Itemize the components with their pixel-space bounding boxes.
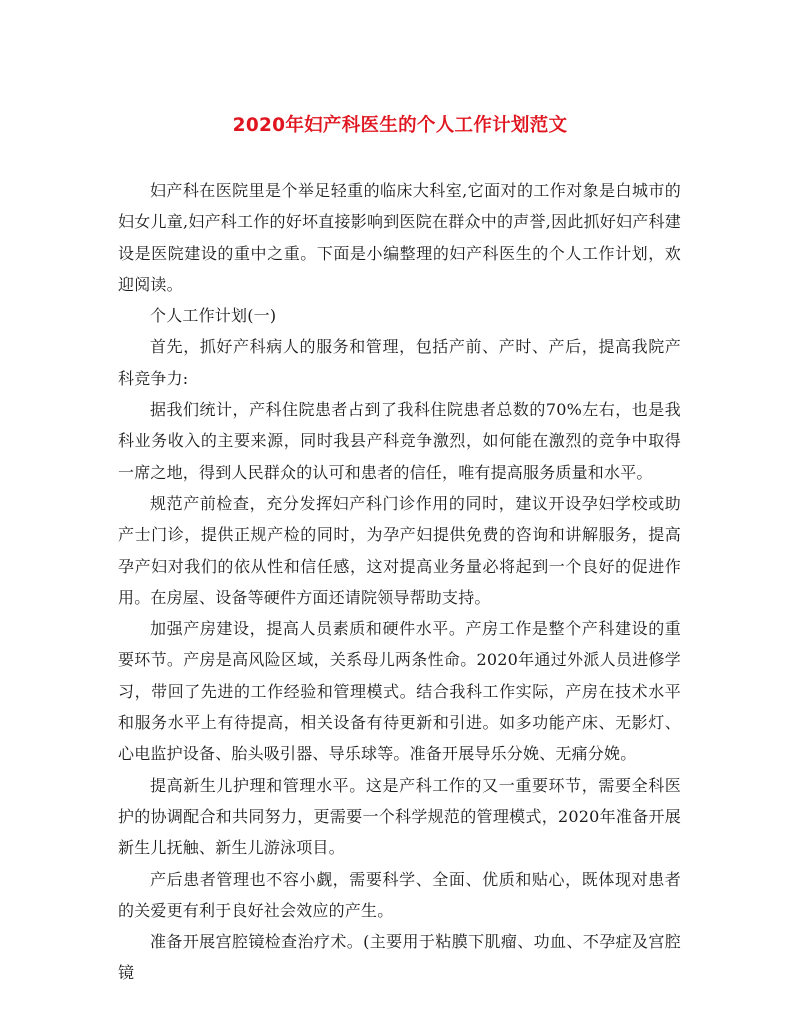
paragraph: 准备开展宫腔镜检查治疗术。(主要用于粘膜下肌瘤、功血、不孕症及宫腔镜 [118, 932, 681, 983]
paragraph: 加强产房建设，提高人员素质和硬件水平。产房工作是整个产科建设的重要环节。产房是高风险区域，关系母儿两条性命。2020年通过外派人员进修学习，带回了先进的工作经验和管理模式。结合我科工作实际，产房在技术水平和服务水平上有待提高，相关设备有待更新和引进。如多功能产床、无影灯、心电监护设备、胎头吸引器、导乐球等。准备开展导乐分娩、无痛分娩。 [118, 619, 681, 764]
paragraph: 规范产前检查，充分发挥妇产科门诊作用的同时，建议开设孕妇学校或助产士门诊，提供正规产检的同时，为孕产妇提供免费的咨询和讲解服务，提高孕产妇对我们的依从性和信任感，这对提高业务量必将起到一个良好的促进作用。在房屋、设备等硬件方面还请院领导帮助支持。 [118, 493, 681, 607]
paragraph: 产后患者管理也不容小觑，需要科学、全面、优质和贴心，既体现对患者的关爱更有利于良好社会效应的产生。 [118, 869, 681, 920]
paragraph: 据我们统计，产科住院患者占到了我科住院患者总数的70%左右，也是我科业务收入的主要来源，同时我县产科竞争激烈，如何能在激烈的竞争中取得一席之地，得到人民群众的认可和患者的信任，唯有提高服务质量和水平。 [118, 400, 681, 482]
paragraph: 提高新生儿护理和管理水平。这是产科工作的又一重要环节，需要全科医护的协调配合和共同努力，更需要一个科学规范的管理模式，2020年准备开展新生儿抚触、新生儿游泳项目。 [118, 775, 681, 858]
document-title: 2020年妇产科医生的个人工作计划范文 [232, 115, 568, 136]
section-heading: 个人工作计划(一) [150, 306, 277, 326]
document-body [118, 175, 681, 989]
paragraph-intro: 妇产科在医院里是个举足轻重的临床大科室,它面对的工作对象是白城市的妇女儿童,妇产科工作的好坏直接影响到医院在群众中的声誉,因此抓好妇产科建设是医院建设的重中之重。下面是小编整理的妇产科医生的个人工作计划，欢迎阅读。 [118, 181, 681, 294]
paragraph: 首先，抓好产科病人的服务和管理，包括产前、产时、产后，提高我院产科竞争力: [118, 337, 681, 388]
